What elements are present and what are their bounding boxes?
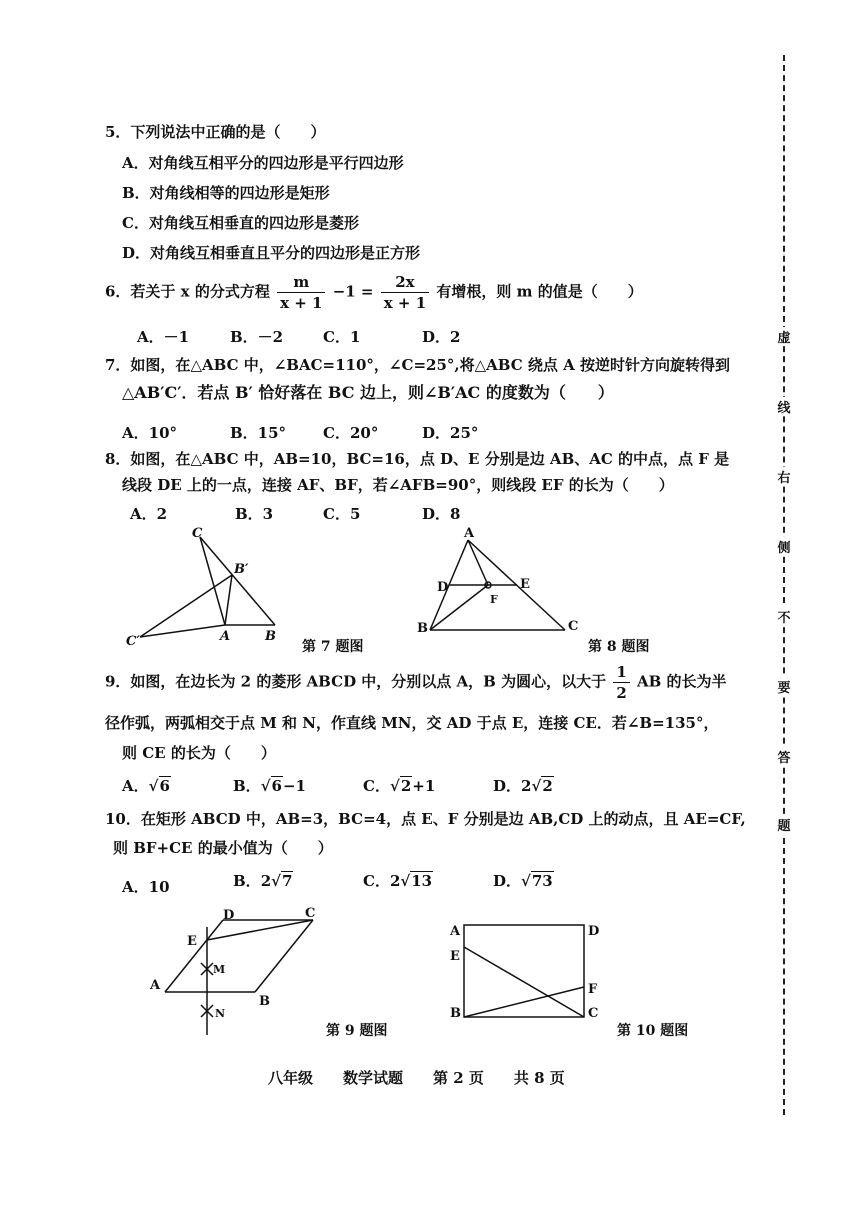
fig8-label-f: F (490, 593, 498, 606)
fig7-line-ca (200, 537, 225, 625)
q7-line-2: △AB′C′．若点 B′ 恰好落在 BC 边上，则∠B′AC 的度数为（ ） (122, 383, 614, 402)
q6-stem (105, 272, 643, 313)
q9-option-d-label: D． (493, 777, 522, 795)
q8-option-d: D．8 (422, 505, 461, 523)
sqrt-icon: √ (521, 872, 531, 890)
q9-option-b (233, 775, 306, 796)
q10-line-1: 10．在矩形 ABCD 中，AB=3，BC=4，点 E、F 分别是边 AB,CD 上的动点，且 AE=CF, (105, 810, 746, 828)
fig9-label-m: M (213, 963, 226, 976)
q9-option-b-label: B． (233, 777, 261, 795)
q7-option-d: D．25° (422, 424, 479, 442)
sqrt-icon: √ (148, 777, 159, 795)
fig10-label-b: B (450, 1006, 461, 1021)
q9-option-d (493, 775, 554, 796)
q10-option-d-radicand: 73 (531, 872, 553, 890)
fig10-label-f: F (588, 982, 598, 997)
q10-option-a (122, 876, 170, 897)
q6-stem-suffix: 有增根，则 m 的值是（ ） (436, 282, 643, 301)
fig8-label-b: B (417, 621, 428, 636)
fig7-line-cb (200, 537, 275, 625)
q9-frac-numerator: 1 (613, 662, 629, 683)
q5-stem: 5．下列说法中正确的是（ ） (105, 123, 326, 141)
q10-option-d (493, 870, 554, 891)
q5-option-a: A．对角线互相平分的四边形是平行四边形 (122, 154, 404, 172)
q10-line-2: 则 BF+CE 的最小值为（ ） (113, 839, 333, 857)
q9-option-a (122, 775, 171, 796)
side-margin-char-2: 线 (775, 397, 793, 416)
q10-option-c-label: C． (363, 872, 390, 890)
fig9-label-c: C (305, 906, 316, 921)
q10-option-b (233, 870, 293, 891)
sqrt-icon: √ (389, 777, 400, 795)
fig9-line-bc (255, 920, 313, 992)
fig7-label-b-prime: B′ (234, 562, 249, 577)
side-margin-char-1: 虚 (775, 327, 793, 346)
q5-option-c: C．对角线互相垂直的四边形是菱形 (122, 214, 359, 232)
q9-fraction-half (613, 662, 629, 703)
side-margin-char-4: 侧 (775, 537, 793, 556)
side-margin-char-7: 答 (775, 747, 793, 766)
side-margin-char-6: 要 (775, 677, 793, 696)
fig8-label-a: A (464, 526, 475, 541)
q10-option-b-coef: 2 (260, 872, 272, 890)
fig9-label-a: A (150, 978, 161, 993)
fig7-caption: 第 7 题图 (302, 639, 364, 655)
q6-frac1-denominator: x + 1 (280, 294, 323, 312)
page-footer: 八年级 数学试题 第 2 页 共 8 页 (268, 1069, 565, 1087)
q9-option-c (363, 775, 435, 796)
fig10-caption: 第 10 题图 (617, 1023, 689, 1039)
fig9-label-b: B (259, 994, 270, 1009)
q10-option-c-coef: 2 (389, 872, 401, 890)
sqrt-icon: √ (260, 777, 271, 795)
fig8-label-c: C (568, 619, 579, 634)
figure-9 (145, 905, 325, 1040)
q6-option-b: B．－2 (230, 328, 284, 346)
q9-line-3: 则 CE 的长为（ ） (122, 744, 276, 762)
q6-option-d: D．2 (422, 328, 461, 346)
q6-stem-middle: −1 = (332, 282, 374, 301)
q6-fraction-1 (277, 272, 325, 313)
q9-option-c-tail: +1 (412, 777, 436, 795)
sqrt-icon: √ (271, 872, 281, 890)
fig7-label-c: C (192, 526, 203, 541)
fig9-label-n: N (215, 1007, 226, 1020)
binding-margin-dashed-line (783, 55, 785, 1115)
fig7-line-c-prime-a (140, 625, 225, 637)
fig7-line-ab-prime (225, 575, 232, 625)
q9-line-1-prefix: 9．如图，在边长为 2 的菱形 ABCD 中，分别以点 A，B 为圆心，以大于 (105, 672, 607, 691)
fig7-label-b: B (265, 629, 276, 644)
q9-option-a-radicand: 6 (159, 777, 170, 795)
sqrt-icon: √ (531, 777, 542, 795)
q6-fraction-2 (381, 272, 429, 313)
fig8-caption: 第 8 题图 (588, 639, 650, 655)
q10-option-a-value: 10 (148, 878, 170, 896)
q6-option-a: A．－1 (137, 328, 190, 346)
q7-option-b: B．15° (230, 424, 287, 442)
q6-frac2-denominator: x + 1 (383, 294, 427, 312)
q7-option-c: C．20° (323, 424, 379, 442)
q5-option-b: B．对角线相等的四边形是矩形 (122, 184, 330, 202)
q6-option-c: C．1 (323, 328, 361, 346)
q6-stem-prefix: 6．若关于 x 的分式方程 (105, 282, 270, 301)
fig7-label-c-prime: C′ (126, 634, 140, 649)
q8-option-c: C．5 (323, 505, 361, 523)
q9-option-c-radicand: 2 (400, 777, 412, 795)
q6-frac2-numerator: 2x (381, 272, 429, 293)
fig10-label-a: A (450, 924, 461, 939)
q8-option-b: B．3 (235, 505, 274, 523)
fig10-line-bf (464, 987, 584, 1017)
fig10-label-c: C (588, 1006, 599, 1021)
q9-option-c-label: C． (363, 777, 390, 795)
fig10-line-ec (464, 947, 584, 1017)
q9-line-2: 径作弧，两弧相交于点 M 和 N，作直线 MN，交 AD 于点 E，连接 CE．若∠B=135°， (105, 714, 719, 732)
q8-option-a: A．2 (130, 505, 168, 523)
q9-option-d-radicand: 2 (542, 777, 553, 795)
q9-option-b-radicand: 6 (271, 777, 282, 795)
figure-8 (410, 525, 585, 640)
q10-option-d-label: D． (493, 872, 522, 890)
q10-option-c (363, 870, 433, 891)
fig8-label-e: E (520, 577, 530, 592)
q7-option-a: A．10° (122, 424, 178, 442)
q8-line-2: 线段 DE 上的一点，连接 AF、BF，若∠AFB=90°，则线段 EF 的长为（ ） (122, 476, 674, 494)
sqrt-icon: √ (400, 872, 411, 890)
q10-option-b-radicand: 7 (281, 872, 293, 890)
q9-line-1-suffix: AB 的长为半 (636, 672, 727, 691)
figure-7 (120, 525, 290, 650)
q10-option-c-radicand: 13 (411, 872, 433, 890)
q5-option-d: D．对角线互相垂直且平分的四边形是正方形 (122, 244, 421, 262)
q6-frac1-numerator: m (277, 272, 325, 293)
figure-10 (440, 915, 610, 1025)
q10-option-b-label: B． (233, 872, 261, 890)
fig8-line-af (468, 540, 488, 585)
q8-line-1: 8．如图，在△ABC 中，AB=10，BC=16，点 D、E 分别是边 AB、AC 的中点，点 F 是 (105, 450, 730, 468)
fig10-rectangle-abcd (464, 925, 584, 1017)
side-margin-char-8: 题 (775, 815, 793, 834)
fig9-line-ad (165, 920, 226, 992)
q9-frac-denominator: 2 (616, 684, 627, 702)
q9-option-d-coef: 2 (521, 777, 532, 795)
q9-option-b-tail: −1 (282, 777, 306, 795)
q9-line-1 (105, 662, 727, 703)
fig9-label-e: E (187, 934, 197, 949)
side-margin-char-3: 右 (775, 467, 793, 486)
fig7-label-a: A (220, 629, 231, 644)
fig9-label-d: D (223, 908, 235, 923)
fig8-label-d: D (437, 580, 449, 595)
q7-line-1: 7．如图，在△ABC 中，∠BAC=110°，∠C=25°,将△ABC 绕点 A 按逆时针方向旋转得到 (105, 356, 730, 374)
q9-option-a-label: A． (122, 777, 149, 795)
fig7-line-c-prime-b-prime (140, 575, 232, 637)
side-margin-char-5: 不 (775, 607, 793, 626)
fig9-line-ec (207, 920, 313, 940)
fig10-label-e: E (450, 949, 460, 964)
fig10-label-d: D (588, 924, 600, 939)
fig9-caption: 第 9 题图 (326, 1023, 388, 1039)
q10-option-a-label: A． (122, 878, 149, 896)
